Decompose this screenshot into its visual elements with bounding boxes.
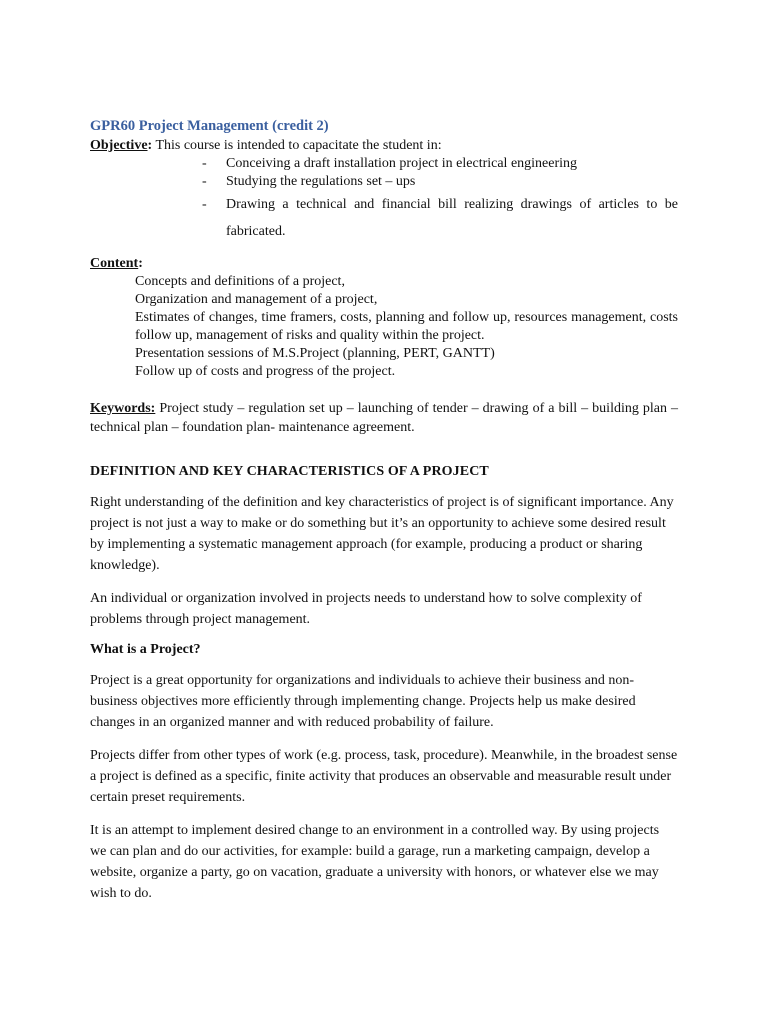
content-item: Organization and management of a project, [135, 292, 378, 307]
objective-colon: : [147, 138, 153, 153]
subheading: What is a Project? [90, 642, 201, 657]
keywords-label: Keywords: [90, 401, 156, 416]
bullet-dash: - [202, 174, 207, 189]
content-item: Concepts and definitions of a project, [135, 274, 345, 289]
paragraph: An individual or organization involved in projects needs to understand how to solve complexity of problems through project management. [90, 591, 642, 627]
paragraph: Right understanding of the definition and key characteristics of project is of significant importance. Any project is not just a way to make or do something but it’s an opportunity to achieve some desired result by implementing a systematic management approach (for example, producing a product or sharing knowledge). [90, 495, 674, 573]
objective-intro: This course is intended to capacitate the student in: [152, 138, 442, 153]
bullet-dash: - [202, 197, 207, 212]
document-page [90, 118, 678, 904]
keywords-text: Project study – regulation set up – launching of tender – drawing of a bill – building plan – technical plan – foundation plan- maintenance agreement. [90, 401, 678, 435]
content-heading [90, 255, 678, 273]
objective-item [202, 191, 678, 245]
objective-item-text: Drawing a technical and financial bill realizing drawings of articles to be fabricated. [226, 197, 678, 239]
content-label: Content [90, 256, 139, 271]
bullet-dash: - [202, 156, 207, 171]
content-item: Presentation sessions of M.S.Project (planning, PERT, GANTT) [135, 346, 495, 361]
objective-item [202, 155, 678, 173]
keywords-paragraph [90, 399, 678, 437]
objective-list [90, 155, 678, 245]
objective-label: Objective [90, 138, 148, 153]
content-list [90, 273, 678, 381]
content-colon: : [138, 256, 143, 271]
content-item: Estimates of changes, time framers, costs, planning and follow up, resources management, costs follow up, management of risks and quality within the project. [135, 310, 678, 343]
course-title: GPR60 Project Management (credit 2) [90, 118, 329, 134]
paragraph: Project is a great opportunity for organizations and individuals to achieve their business and non-business objectives more efficiently through implementing change. Projects help us make desired changes in an organized manner and with reduced probability of failure. [90, 673, 636, 730]
objective-line [90, 137, 678, 155]
paragraph: Projects differ from other types of work (e.g. process, task, procedure). Meanwhile, in the broadest sense a project is defined as a specific, finite activity that produces an observable and measurable result under certain preset requirements. [90, 748, 678, 805]
content-item: Follow up of costs and progress of the project. [135, 364, 396, 379]
paragraph: It is an attempt to implement desired change to an environment in a controlled way. By using projects we can plan and do our activities, for example: build a garage, run a marketing campaign, develop a website, organize a party, go on vacation, graduate a university with honors, or whatever else we may wish to do. [90, 823, 660, 901]
objective-item-text: Conceiving a draft installation project in electrical engineering [226, 156, 578, 171]
objective-item-text: Studying the regulations set – ups [226, 174, 416, 189]
section-heading: DEFINITION AND KEY CHARACTERISTICS OF A PROJECT [90, 464, 489, 479]
objective-item [202, 173, 678, 191]
